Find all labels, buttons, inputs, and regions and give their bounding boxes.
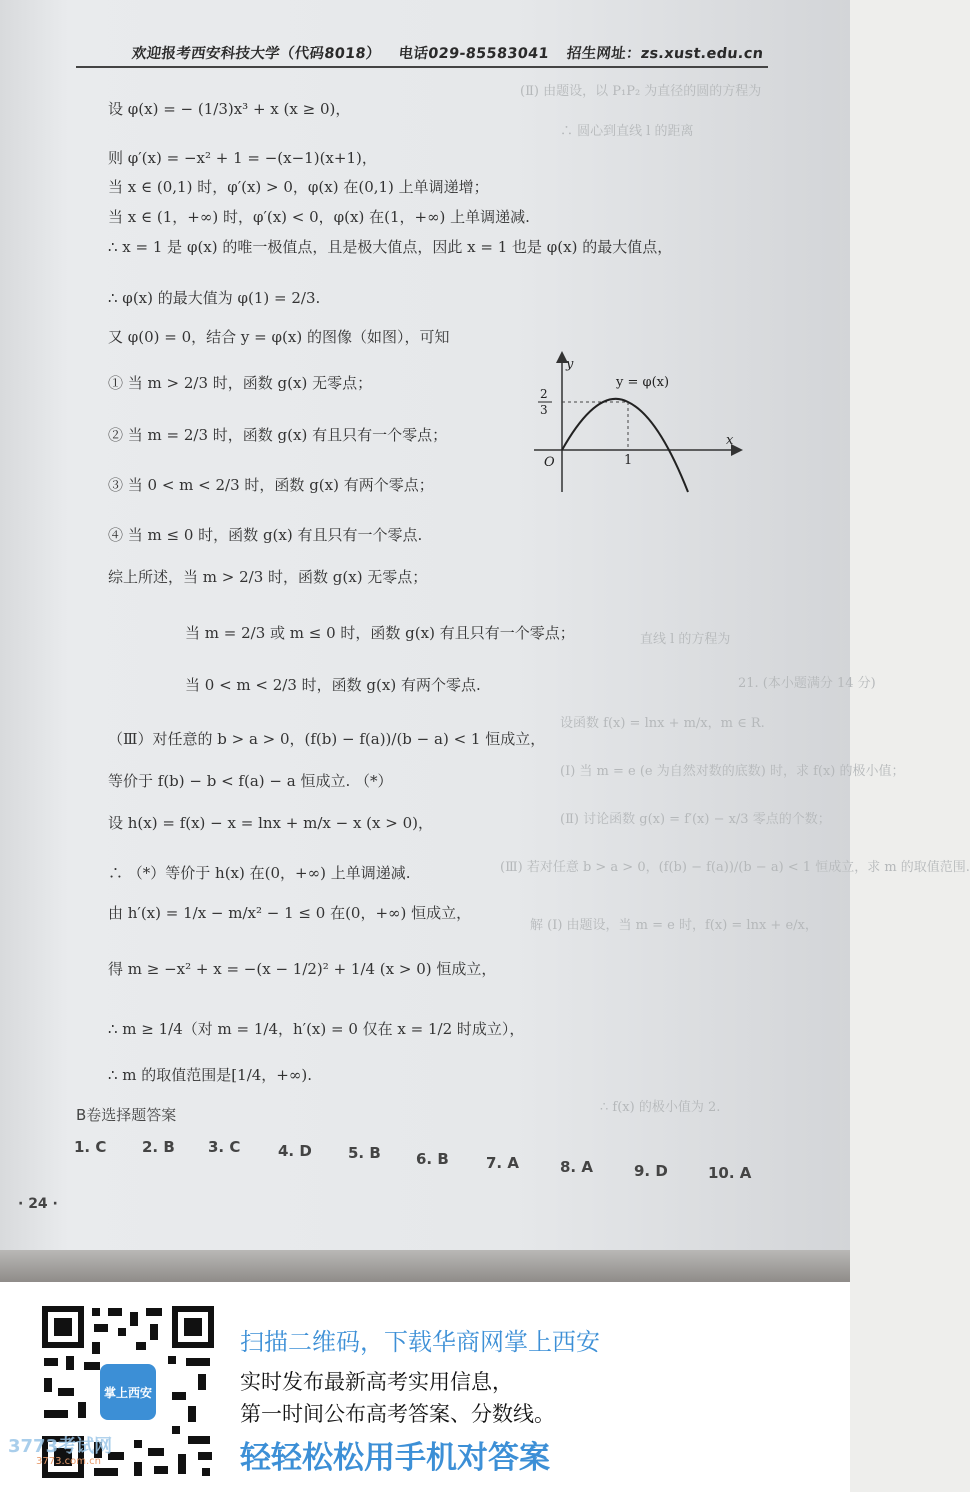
bleed-through-text: ∴ f(x) 的极小值为 2. xyxy=(600,1100,721,1115)
answer-item: 10. A xyxy=(708,1164,752,1182)
answer-item: 1. C xyxy=(74,1138,107,1156)
answer-item: 5. B xyxy=(348,1144,381,1162)
qr-badge-text: 掌上西安 xyxy=(103,1386,153,1400)
answer-item: 8. A xyxy=(560,1158,593,1176)
solution-line: ∴ m 的取值范围是[1/4，+∞). xyxy=(108,1066,312,1084)
solution-line: ∴ （*）等价于 h(x) 在(0，+∞) 上单调递减. xyxy=(108,864,411,882)
solution-line: （Ⅲ）对任意的 b > a > 0，(f(b) − f(a))/(b − a) < 1 恒成立， xyxy=(108,730,546,748)
solution-line: 设 φ(x) = − (1/3)x³ + x (x ≥ 0)， xyxy=(108,100,351,118)
bleed-through-text: 直线 l 的方程为 xyxy=(640,632,731,647)
promo-line-answers: 第一时间公布高考答案、分数线。 xyxy=(240,1402,555,1426)
answer-item: 7. A xyxy=(486,1154,519,1172)
y-axis-label: y xyxy=(566,357,574,372)
watermark-logo: 3773考试网 xyxy=(8,1436,113,1457)
phi-curve xyxy=(562,399,688,492)
solution-line: ④ 当 m ≤ 0 时，函数 g(x) 有且只有一个零点. xyxy=(108,526,423,544)
phi-function-graph xyxy=(528,346,748,496)
y-tick-numerator: 2 xyxy=(540,387,548,401)
bleed-through-text: (Ⅲ) 若对任意 b > a > 0，(f(b) − f(a))/(b − a) < 1 恒成立，求 m 的取值范围. xyxy=(500,860,970,875)
solution-line: ③ 当 0 < m < 2/3 时，函数 g(x) 有两个零点； xyxy=(108,476,434,494)
solution-line: 则 φ′(x) = −x² + 1 = −(x−1)(x+1)， xyxy=(108,149,377,167)
answer-item: 3. C xyxy=(208,1138,241,1156)
page-number: · 24 · xyxy=(18,1196,58,1212)
solution-line: 得 m ≥ −x² + x = −(x − 1/2)² + 1/4 (x > 0) 恒成立， xyxy=(108,960,497,978)
answer-item: 9. D xyxy=(634,1162,668,1180)
page-header xyxy=(131,42,765,63)
solution-line: ∴ φ(x) 的最大值为 φ(1) = 2/3. xyxy=(108,289,321,307)
header-rule xyxy=(76,66,768,68)
solution-line: ∴ x = 1 是 φ(x) 的唯一极值点，且是极大值点，因此 x = 1 也是 φ(x) 的最大值点， xyxy=(108,238,673,256)
solution-line: ② 当 m = 2/3 时，函数 g(x) 有且只有一个零点； xyxy=(108,426,448,444)
y-tick-denominator: 3 xyxy=(540,403,548,417)
solution-line: 当 0 < m < 2/3 时，函数 g(x) 有两个零点. xyxy=(185,676,481,694)
promo-line-info: 实时发布最新高考实用信息， xyxy=(240,1370,513,1394)
bleed-through-text: 设函数 f(x) = lnx + m/x，m ∈ R. xyxy=(560,716,765,731)
solution-line: ∴ m ≥ 1/4（对 m = 1/4，h′(x) = 0 仅在 x = 1/2 时成立）， xyxy=(108,1020,525,1038)
bleed-through-text: ∴ 圆心到直线 l 的距离 xyxy=(560,124,694,139)
solution-line: 由 h′(x) = 1/x − m/x² − 1 ≤ 0 在(0，+∞) 恒成立， xyxy=(108,904,472,922)
answer-item: 4. D xyxy=(278,1142,312,1160)
bleed-through-text: (Ⅱ) 讨论函数 g(x) = f′(x) − x/3 零点的个数； xyxy=(560,812,831,827)
solution-line: 当 x ∈ (1，+∞) 时，φ′(x) < 0，φ(x) 在(1，+∞) 上单调递减. xyxy=(108,208,530,226)
promo-line-download: 扫描二维码，下载华商网掌上西安 xyxy=(240,1328,600,1356)
bleed-through-text: (Ⅱ) 由题设，以 P₁P₂ 为直径的圆的方程为 xyxy=(520,84,762,99)
header-site: 招生网址：zs.xust.edu.cn xyxy=(565,46,765,62)
answer-heading: B卷选择题答案 xyxy=(76,1106,177,1124)
solution-line: 设 h(x) = f(x) − x = lnx + m/x − x (x > 0)， xyxy=(108,814,433,832)
bleed-through-text: 解 (Ⅰ) 由题设，当 m = e 时，f(x) = lnx + e/x， xyxy=(530,918,818,933)
header-school: 欢迎报考西安科技大学（代码8018） xyxy=(131,46,382,62)
solution-line: 等价于 f(b) − b < f(a) − a 恒成立. （*） xyxy=(108,772,393,790)
watermark-url: 3773.com.cn xyxy=(36,1456,101,1467)
header-phone: 电话029-85583041 xyxy=(397,46,550,62)
bleed-through-text: 21. (本小题满分 14 分) xyxy=(738,676,876,691)
solution-line: 综上所述，当 m > 2/3 时，函数 g(x) 无零点； xyxy=(108,568,428,586)
book-edge xyxy=(0,1250,850,1282)
solution-line: 又 φ(0) = 0，结合 y = φ(x) 的图像（如图），可知 xyxy=(108,328,450,346)
origin-label: O xyxy=(544,455,555,470)
x-tick-label: 1 xyxy=(624,453,633,468)
answer-item: 2. B xyxy=(142,1138,175,1156)
promo-footer xyxy=(0,1282,850,1492)
solution-line: ① 当 m > 2/3 时，函数 g(x) 无零点； xyxy=(108,374,373,392)
answer-item: 6. B xyxy=(416,1150,449,1168)
solution-line: 当 m = 2/3 或 m ≤ 0 时，函数 g(x) 有且只有一个零点； xyxy=(185,624,575,642)
bleed-through-text: (Ⅰ) 当 m = e (e 为自然对数的底数) 时，求 f(x) 的极小值； xyxy=(560,764,905,779)
promo-slogan: 轻轻松松用手机对答案 xyxy=(240,1440,550,1476)
x-axis-label: x xyxy=(726,433,734,448)
solution-line: 当 x ∈ (0,1) 时，φ′(x) > 0，φ(x) 在(0,1) 上单调递增； xyxy=(108,178,489,196)
curve-label: y = φ(x) xyxy=(616,375,670,390)
